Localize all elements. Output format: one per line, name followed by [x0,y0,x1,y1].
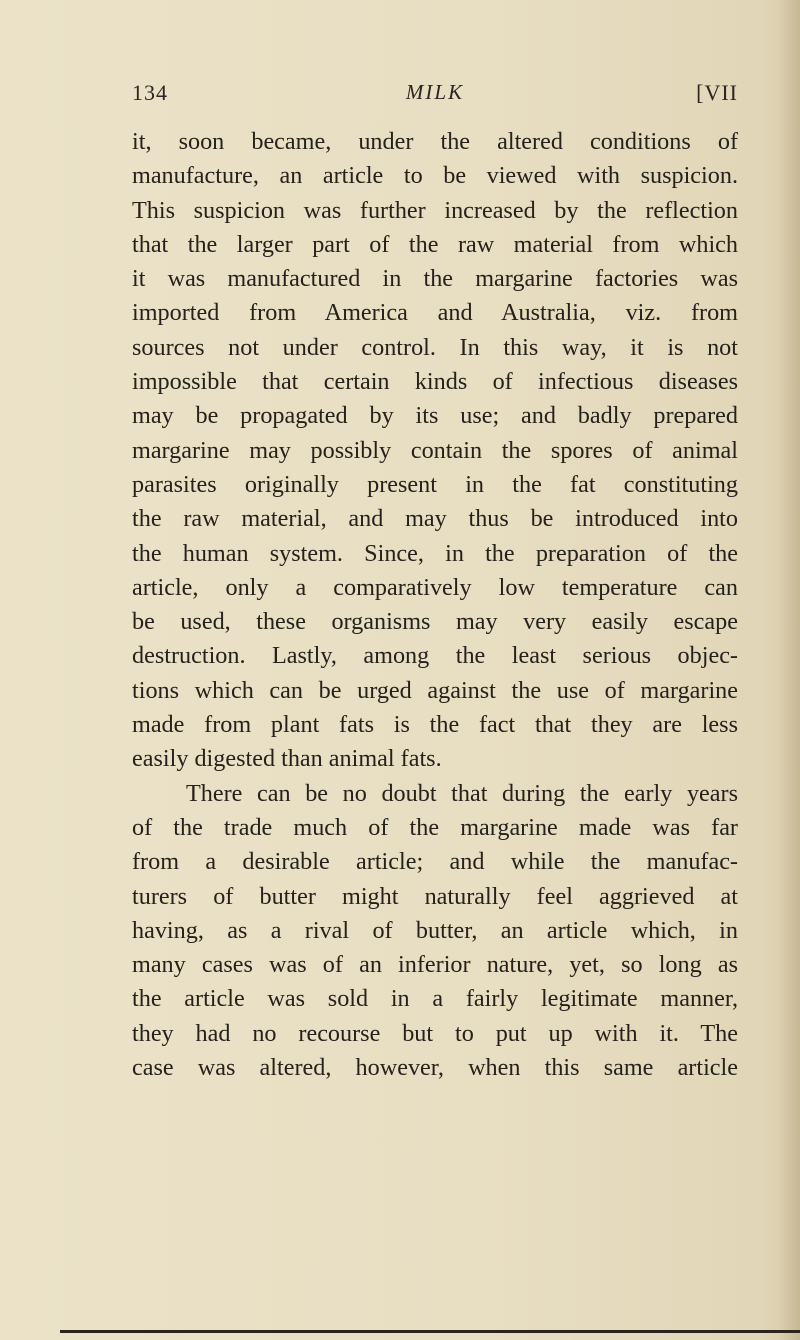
body-text [132,125,738,1085]
text-line: of the trade much of the margarine made was far [132,813,738,841]
bottom-rule [60,1330,800,1333]
text-line: the human system. Since, in the preparation of the [132,539,738,567]
text-line: having, as a rival of butter, an article which, in [132,916,738,944]
text-line: case was altered, however, when this same article [132,1054,738,1082]
text-line: they had no recourse but to put up with it. The [132,1019,738,1047]
paragraph-end-line: easily digested than animal fats. [132,745,442,773]
text-line: tions which can be urged against the use of margarine [132,676,738,704]
text-line: article, only a comparatively low temperature can [132,573,738,601]
text-line: turers of butter might naturally feel aggrieved at [132,882,738,910]
paragraph-start-line: There can be no doubt that during the early years [186,779,738,807]
text-line: be used, these organisms may very easily escape [132,608,738,636]
text-line: from a desirable article; and while the manufac- [132,848,738,876]
text-line: the article was sold in a fairly legitimate manner, [132,985,738,1013]
text-line: the raw material, and may thus be introduced into [132,505,738,533]
text-line: destruction. Lastly, among the least serious objec- [132,642,738,670]
text-line: manufacture, an article to be viewed with suspicion. [132,162,738,190]
running-header [132,80,738,116]
text-line: many cases was of an inferior nature, yet, so long as [132,951,738,979]
text-line: This suspicion was further increased by the reflection [132,196,738,224]
text-line: sources not under control. In this way, it is not [132,333,738,361]
text-line: margarine may possibly contain the spores of animal [132,436,738,464]
text-line: it was manufactured in the margarine factories was [132,265,738,293]
running-title: MILK [405,80,465,104]
text-line: parasites originally present in the fat constituting [132,470,738,498]
text-line: it, soon became, under the altered conditions of [132,128,738,155]
text-line: that the larger part of the raw material from which [132,230,738,258]
page-number: 134 [132,80,168,105]
text-line: made from plant fats is the fact that they are less [132,711,738,739]
text-line: impossible that certain kinds of infectious diseases [132,368,738,396]
text-line: may be propagated by its use; and badly prepared [132,402,738,430]
page-edge-shadow [778,0,800,1340]
chapter-mark: [VII [696,80,738,105]
text-line: imported from America and Australia, viz. from [132,299,738,327]
